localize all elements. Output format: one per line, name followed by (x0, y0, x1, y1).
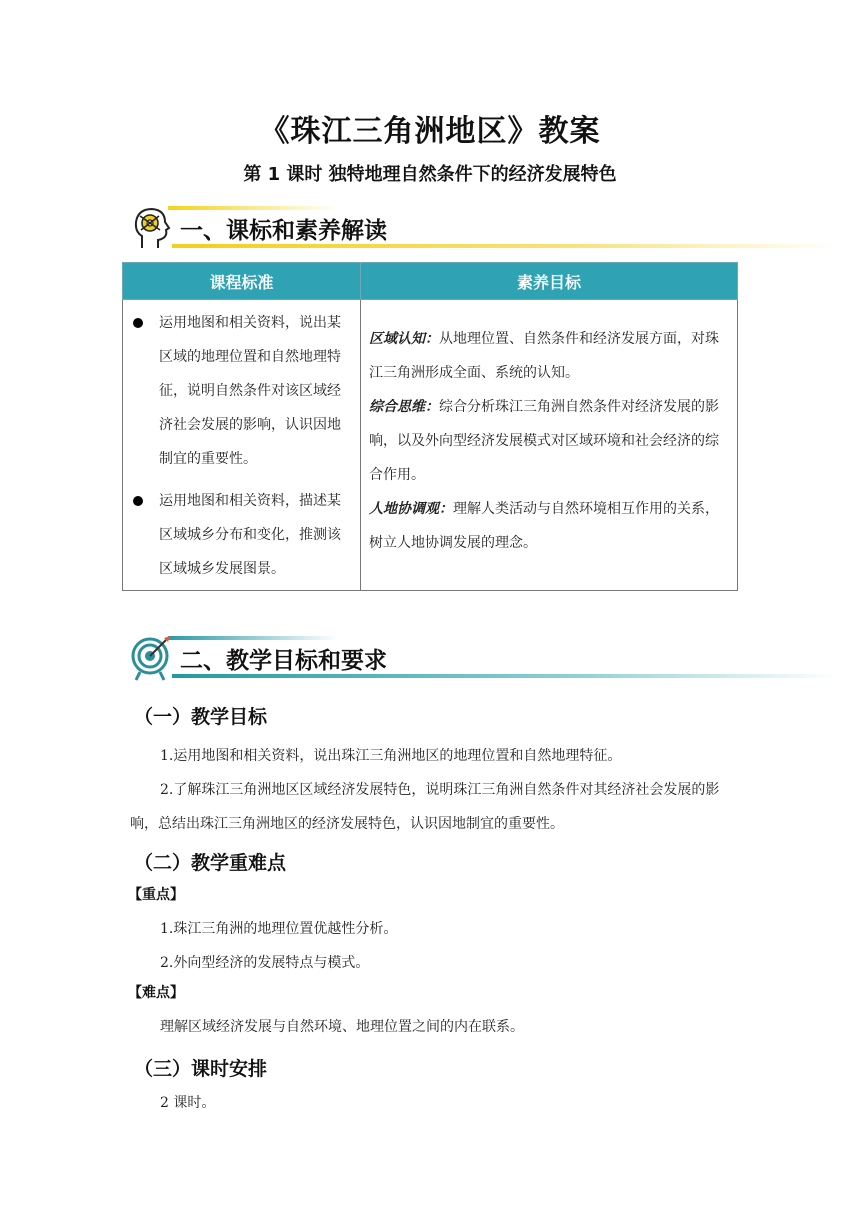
head-gear-icon (128, 204, 174, 252)
section2-top-bar (168, 636, 338, 640)
standard-text: 运用地图和相关资料，说出某区域的地理位置和自然地理特征，说明自然条件对该区域经济社会发展的影响，认识因地制宜的重要性。 (159, 315, 341, 467)
table-header-literacy: 素养目标 (361, 263, 738, 300)
literacy-text: 综合分析珠江三角洲自然条件对经济发展的影响，以及外向型经济发展模式对区域环境和社会经济的综合作用。 (369, 399, 719, 483)
target-icon (128, 634, 174, 682)
standards-table (122, 262, 738, 591)
goals-heading: （一）教学目标 (134, 706, 268, 728)
literacy-item (369, 390, 731, 492)
section1-header (128, 204, 838, 256)
section1-top-bar (168, 206, 338, 210)
schedule-text: 2 课时。 (160, 1095, 216, 1111)
key-point-item: 2.外向型经济的发展特点与模式。 (160, 955, 370, 971)
standard-text: 运用地图和相关资料，描述某区域城乡分布和变化，推测该区域城乡发展图景。 (159, 493, 341, 577)
standard-item (123, 306, 360, 476)
standards-cell (123, 300, 361, 591)
bullet-icon (133, 318, 143, 328)
section2-title: 二、教学目标和要求 (180, 648, 387, 674)
goal-item: 2.了解珠江三角洲地区区域经济发展特色，说明珠江三角洲自然条件对其经济社会发展的影响，总结出珠江三角洲地区的经济发展特色，认识因地制宜的重要性。 (130, 782, 720, 832)
standard-item (123, 484, 360, 586)
key-point-item: 1.珠江三角洲的地理位置优越性分析。 (160, 921, 398, 937)
page-subtitle: 第 1 课时 独特地理自然条件下的经济发展特色 (243, 164, 617, 185)
literacy-cell (361, 300, 738, 591)
difficult-label: 【难点】 (128, 985, 184, 1001)
bullet-icon (133, 496, 143, 506)
section1-title: 一、课标和素养解读 (180, 218, 387, 244)
literacy-item (369, 322, 731, 390)
table-header-standards: 课程标准 (123, 263, 361, 300)
literacy-label: 综合思维： (369, 399, 439, 415)
page-title: 《珠江三角洲地区》教案 (259, 114, 601, 149)
literacy-text: 从地理位置、自然条件和经济发展方面，对珠江三角洲形成全面、系统的认知。 (369, 331, 719, 381)
key-label: 【重点】 (128, 887, 184, 903)
schedule-heading: （三）课时安排 (134, 1058, 268, 1080)
section2-header (128, 634, 838, 686)
difficult-point: 理解区域经济发展与自然环境、地理位置之间的内在联系。 (160, 1019, 524, 1035)
literacy-text: 理解人类活动与自然环境相互作用的关系，树立人地协调发展的理念。 (369, 501, 719, 551)
goal-item: 1.运用地图和相关资料，说出珠江三角洲地区的地理位置和自然地理特征。 (160, 748, 622, 764)
key-points-heading: （二）教学重难点 (134, 852, 287, 874)
literacy-label: 区域认知： (369, 331, 439, 347)
literacy-label: 人地协调观： (369, 501, 453, 517)
literacy-item (369, 492, 731, 560)
